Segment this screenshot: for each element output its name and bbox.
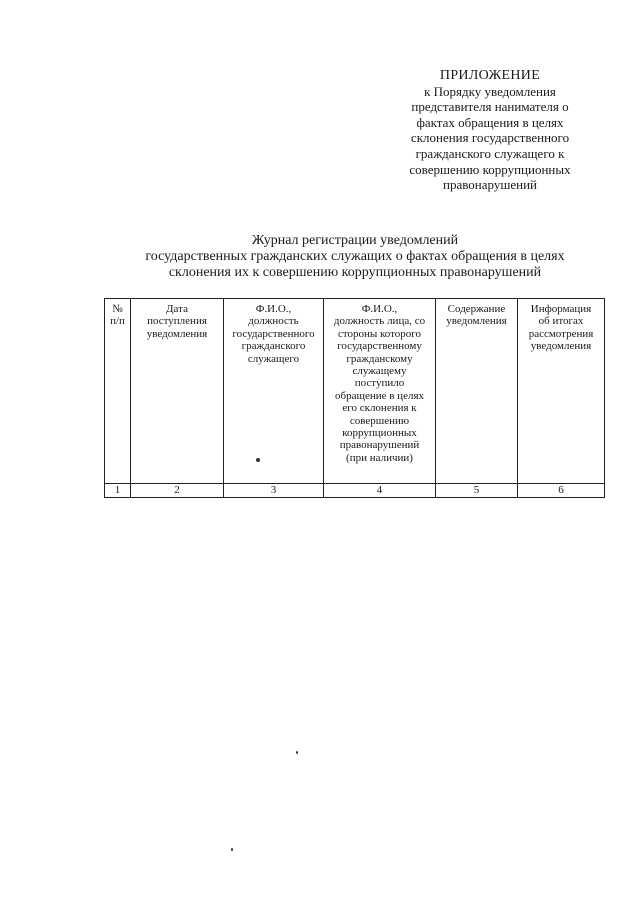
header-text: обращение в целях (335, 389, 424, 402)
journal-title-line: склонения их к совершению коррупционных правонарушений (168, 265, 542, 280)
journal-title-line: Журнал регистрации уведомлений (251, 233, 459, 248)
header-number (105, 299, 131, 484)
header-employee (224, 299, 324, 484)
column-number: 4 (324, 484, 436, 498)
header-text: государственному (337, 340, 422, 353)
column-number: 1 (105, 484, 131, 498)
column-number: 5 (436, 484, 518, 498)
appendix-line: фактах обращения в целях (416, 114, 564, 130)
column-number: 6 (518, 484, 605, 498)
header-text: Ф.И.О., (255, 303, 292, 315)
header-text: поступления (147, 315, 207, 328)
table-header-row (105, 299, 605, 484)
column-number: 2 (131, 484, 224, 498)
header-text: уведомления (530, 340, 592, 353)
appendix-line: правонарушений (443, 177, 537, 193)
header-text: служащему (352, 365, 407, 378)
header-text: Дата (166, 303, 188, 315)
header-text: его склонения к (342, 402, 417, 415)
header-text: совершению (349, 414, 410, 427)
appendix-heading: ПРИЛОЖЕНИЕ (439, 68, 541, 83)
header-text: государственного (232, 327, 315, 340)
header-text: рассмотрения (528, 327, 594, 340)
header-text: уведомления (146, 327, 208, 340)
scan-speck (256, 458, 260, 462)
column-number: 3 (224, 484, 324, 498)
header-text: (при наличии) (346, 451, 413, 464)
header-text: стороны которого (337, 327, 422, 340)
header-text: правонарушений (339, 439, 420, 452)
header-text: Содержание (447, 303, 506, 315)
header-text: гражданского (241, 340, 306, 353)
header-text: п/п (110, 315, 125, 328)
header-text: должность (248, 315, 299, 328)
scan-speck (296, 751, 298, 754)
header-approacher (324, 299, 436, 484)
register-table (104, 298, 605, 498)
header-text: коррупционных (342, 427, 417, 440)
appendix-line: склонения государственного (410, 130, 570, 146)
header-text: № (112, 303, 123, 315)
header-text: гражданскому (346, 352, 413, 365)
appendix-line: совершению коррупционных (409, 161, 571, 177)
appendix-block (380, 68, 600, 193)
journal-title (100, 233, 610, 281)
journal-title-line: государственных гражданских служащих о фактах обращения в целях (145, 249, 565, 264)
header-result (518, 299, 605, 484)
header-text: уведомления (446, 315, 507, 328)
scan-speck (231, 848, 233, 851)
header-text: должность лица, со (333, 315, 426, 328)
header-text: Ф.И.О., (361, 303, 398, 315)
header-text: об итогах (538, 315, 584, 328)
appendix-line: представителя нанимателя о (411, 99, 569, 115)
header-text: Информация (530, 303, 592, 315)
column-number-row (105, 484, 605, 498)
appendix-line: к Порядку уведомления (424, 83, 556, 99)
appendix-line: гражданского служащего к (415, 145, 565, 161)
header-text: служащего (247, 352, 300, 365)
header-content (436, 299, 518, 484)
header-text: поступило (354, 377, 405, 390)
header-date (131, 299, 224, 484)
